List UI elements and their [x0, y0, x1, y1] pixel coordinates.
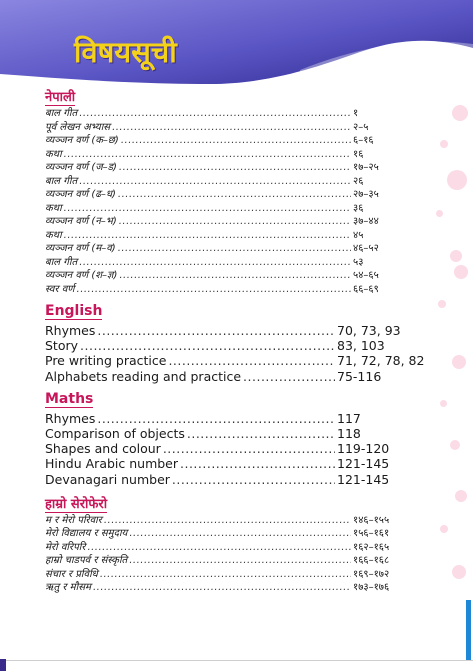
toc-label: म र मेरो परिवार	[45, 514, 102, 526]
toc-row[interactable]	[45, 242, 425, 256]
dot-leader	[64, 148, 351, 162]
side-accent-bar	[466, 600, 471, 660]
section-rows-nepali	[45, 107, 425, 296]
toc-row[interactable]	[45, 441, 425, 456]
toc-label: मेरो वरिपरि	[45, 541, 86, 553]
decor-circle	[452, 105, 468, 121]
section-maths	[45, 388, 425, 487]
toc-label: हाम्रो चाडपर्व र संस्कृति	[45, 555, 128, 567]
decor-circle	[450, 440, 460, 450]
decor-circle	[455, 490, 467, 502]
toc-label: संचार र प्रविधि	[45, 568, 98, 580]
toc-row[interactable]	[45, 527, 425, 541]
section-english	[45, 300, 425, 384]
toc-page-number: ६–१६	[353, 135, 374, 146]
toc-page-number: ४५	[353, 229, 364, 241]
toc-label: बाल गीत	[45, 108, 78, 119]
dot-leader	[79, 175, 351, 189]
dot-leader	[118, 242, 351, 256]
toc-row[interactable]	[45, 353, 425, 368]
dot-leader	[93, 581, 351, 595]
toc-page-number: १४६–१५५	[353, 514, 390, 526]
toc-row[interactable]	[45, 215, 425, 229]
toc-page-number: 70, 73, 93	[337, 323, 401, 338]
toc-label: Story	[45, 338, 79, 354]
toc-row[interactable]	[45, 134, 425, 148]
toc-label: व्यञ्जन वर्ण (क–छ)	[45, 135, 119, 146]
toc-label: व्यञ्जन वर्ण (न–भ)	[45, 216, 117, 227]
toc-row[interactable]	[45, 338, 425, 353]
toc-row[interactable]	[45, 514, 425, 528]
toc-page-number: 75-116	[337, 368, 382, 384]
dot-leader	[187, 426, 335, 441]
dot-leader	[119, 161, 351, 175]
toc-row[interactable]	[45, 148, 425, 162]
dot-leader	[64, 202, 351, 216]
toc-page-number: 121-145	[337, 456, 390, 472]
section-rows-hamro-serofero	[45, 514, 425, 595]
section-rows-english	[45, 323, 425, 384]
decor-circle	[452, 565, 466, 579]
dot-leader	[119, 215, 351, 229]
toc-page-number: 71, 72, 78, 82	[337, 353, 425, 369]
dot-leader	[129, 527, 351, 541]
toc-label: बाल गीत	[45, 175, 78, 187]
toc-row[interactable]	[45, 456, 425, 471]
dot-leader	[79, 107, 351, 121]
toc-page-number: 119-120	[337, 441, 390, 457]
toc-page-number: ३६	[353, 202, 364, 214]
toc-page-number: १५६–१६१	[353, 528, 390, 540]
dot-leader	[172, 472, 335, 487]
toc-label: पूर्व लेखन अभ्यास	[45, 121, 111, 133]
dot-leader	[104, 514, 351, 528]
bottom-corner-tab	[0, 659, 6, 671]
dot-leader	[168, 353, 335, 368]
toc-label: Alphabets reading and practice	[45, 368, 242, 384]
toc-page-number: १७–२५	[353, 162, 379, 173]
toc-page-number: २६	[353, 175, 364, 187]
toc-label: मेरो विद्यालय र समुदाय	[45, 528, 128, 540]
toc-row[interactable]	[45, 107, 425, 121]
toc-page-number: 121-145	[337, 471, 390, 487]
decor-circle	[440, 400, 447, 407]
toc-label: कथा	[45, 229, 62, 241]
toc-row[interactable]	[45, 581, 425, 595]
dot-leader	[243, 369, 335, 384]
toc-page-number: १७३–१७६	[353, 582, 390, 594]
toc-label: स्वर वर्ण	[45, 283, 75, 295]
toc-page-number: ३७–४४	[353, 216, 379, 227]
section-heading-maths: Maths	[45, 390, 94, 407]
section-heading-nepali: नेपाली	[45, 90, 76, 105]
decor-circle	[440, 140, 448, 148]
toc-row[interactable]	[45, 229, 425, 243]
dot-leader	[79, 256, 351, 270]
toc-label: कथा	[45, 148, 62, 160]
section-heading-english: English	[45, 303, 103, 319]
toc-row[interactable]	[45, 283, 425, 297]
toc-label: Hindu Arabic number	[45, 456, 179, 472]
decor-circle	[454, 265, 468, 279]
toc-page-number: १६६–१६८	[353, 555, 390, 567]
toc-row[interactable]	[45, 188, 425, 202]
toc-label: Shapes and colour	[45, 441, 161, 457]
dot-leader	[97, 323, 335, 338]
page-title: विषयसूची	[74, 35, 177, 69]
toc-page-number: १६	[353, 148, 364, 160]
toc-label: व्यञ्जन वर्ण (म–व)	[45, 243, 116, 254]
toc-page-number: 117	[337, 410, 361, 426]
section-nepali	[45, 86, 425, 296]
dot-leader	[129, 554, 351, 568]
toc-page-number: ४६–५२	[353, 243, 379, 254]
decor-circle	[450, 250, 462, 262]
decor-circle	[438, 300, 446, 308]
toc-row[interactable]	[45, 256, 425, 270]
toc-row[interactable]	[45, 554, 425, 568]
toc-page-number: 118	[337, 426, 361, 442]
banner-shape	[0, 0, 473, 84]
decor-circle	[440, 525, 448, 533]
toc-label: कथा	[45, 202, 62, 214]
toc-row[interactable]	[45, 175, 425, 189]
toc-label: Pre writing practice	[45, 353, 167, 369]
toc-page-number: २–५	[353, 121, 369, 133]
toc-label: बाल गीत	[45, 256, 78, 268]
toc-label: Devanagari number	[45, 471, 170, 487]
dot-leader	[100, 568, 351, 582]
dot-leader	[112, 121, 351, 135]
dot-leader	[64, 229, 351, 243]
toc-page-number: ६६–६९	[353, 283, 379, 295]
toc-label: Rhymes	[45, 410, 96, 426]
toc-row[interactable]	[45, 541, 425, 555]
decor-circle	[447, 170, 467, 190]
dot-leader	[163, 441, 335, 456]
toc-row[interactable]	[45, 369, 425, 384]
toc-label: Rhymes	[45, 323, 96, 338]
section-hamro-serofero	[45, 493, 425, 595]
toc-page-number: ५३	[353, 256, 364, 268]
dot-leader	[119, 269, 351, 283]
decor-circle	[436, 210, 443, 217]
section-heading-hamro-serofero: हाम्रो सेरोफेरो	[45, 496, 108, 512]
toc-page-number: १६२–१६५	[353, 541, 390, 553]
bottom-rule	[0, 660, 473, 661]
toc-row[interactable]	[45, 202, 425, 216]
toc-row[interactable]	[45, 411, 425, 426]
dot-leader	[80, 338, 335, 353]
toc-label: Comparison of objects	[45, 426, 185, 442]
toc-label: व्यञ्जन वर्ण (श–ज्ञ)	[45, 270, 118, 281]
toc-row[interactable]	[45, 472, 425, 487]
decor-circle	[452, 355, 466, 369]
dot-leader	[180, 456, 335, 471]
dot-leader	[77, 283, 351, 297]
toc-row[interactable]	[45, 269, 425, 283]
dot-leader	[97, 411, 335, 426]
toc-row[interactable]	[45, 568, 425, 582]
toc-page-number: 83, 103	[337, 338, 385, 354]
toc-content	[45, 86, 425, 599]
toc-row[interactable]	[45, 161, 425, 175]
toc-row[interactable]	[45, 323, 425, 338]
dot-leader	[87, 541, 351, 555]
section-rows-maths	[45, 411, 425, 487]
toc-label: व्यञ्जन वर्ण (ज–ड)	[45, 162, 117, 173]
toc-label: व्यञ्जन वर्ण (ढ–ध)	[45, 189, 116, 200]
toc-row[interactable]	[45, 426, 425, 441]
toc-page-number: १६९–१७२	[353, 568, 390, 580]
dot-leader	[118, 188, 351, 202]
toc-page-number: २७–३५	[353, 189, 379, 200]
toc-page-number: ५४–६५	[353, 270, 379, 281]
toc-page-number: १	[353, 108, 359, 119]
toc-label: ऋतु र मौसम	[45, 582, 91, 594]
dot-leader	[121, 134, 351, 148]
toc-row[interactable]	[45, 121, 425, 135]
